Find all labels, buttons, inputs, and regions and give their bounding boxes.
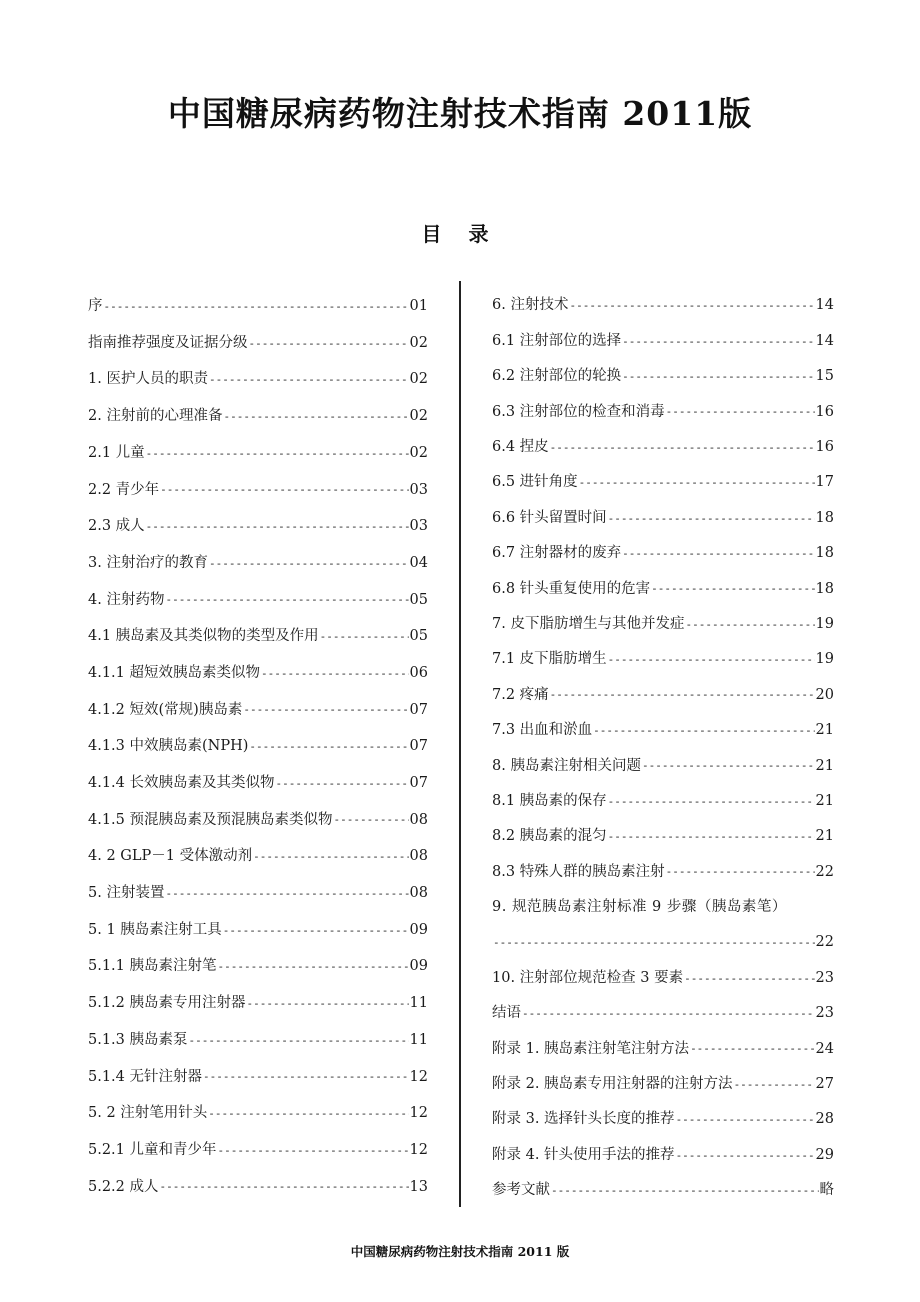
toc-entry[interactable]: [492, 536, 834, 571]
toc-dot-leader: [608, 654, 815, 665]
toc-entry-page: 略: [819, 1182, 834, 1199]
toc-entry-label: 5. 1 胰岛素注射工具: [88, 921, 222, 938]
toc-entry[interactable]: [88, 985, 428, 1022]
toc-entry[interactable]: [88, 325, 428, 362]
toc-entry-page: 01: [409, 298, 428, 315]
toc-entry-label: 5.1.1 胰岛素注射笔: [88, 958, 217, 975]
toc-entry-page: 21: [815, 792, 834, 809]
toc-dot-leader: [579, 477, 815, 488]
toc-entry-label: 6.5 进针角度: [492, 474, 578, 491]
toc-dot-leader: [223, 925, 409, 936]
toc-entry-label: 7. 皮下脂肪增生与其他并发症: [492, 615, 685, 632]
toc-entry-label: 6.2 注射部位的轮换: [492, 368, 622, 385]
toc-entry-label: 6.6 针头留置时间: [492, 509, 607, 526]
toc-dot-leader: [550, 442, 815, 453]
toc-dot-leader: [160, 1181, 409, 1192]
toc-entry-label: 5.2.2 成人: [88, 1178, 159, 1195]
toc-entry-label: 10. 注射部位规范检查 3 要素: [492, 969, 684, 986]
toc-entry-label: 指南推荐强度及证据分级: [88, 334, 248, 351]
toc-entry[interactable]: [88, 948, 428, 985]
toc-entry[interactable]: [88, 1022, 428, 1059]
toc-entry-page: 06: [409, 664, 428, 681]
toc-entry-label: 9. 规范胰岛素注射标准 9 步骤（胰岛素笔）: [492, 899, 787, 916]
toc-entry-page: 24: [815, 1040, 834, 1057]
toc-entry[interactable]: [492, 571, 834, 606]
toc-entry[interactable]: [492, 359, 834, 394]
column-divider: [459, 281, 461, 1207]
toc-entry-label: 4.1.3 中效胰岛素(NPH): [88, 738, 249, 755]
toc-entry[interactable]: [492, 1102, 834, 1137]
toc-entry-label: 附录 3. 选择针头长度的推荐: [492, 1111, 675, 1128]
toc-entry[interactable]: [492, 642, 834, 677]
toc-entry-label: 6.7 注射器材的废弃: [492, 545, 622, 562]
toc-entry[interactable]: [492, 960, 834, 995]
toc-entry-page: 23: [815, 969, 834, 986]
toc-entry[interactable]: [492, 677, 834, 712]
toc-entry-page: 04: [409, 554, 428, 571]
toc-entry[interactable]: [492, 890, 834, 925]
toc-entry-page: 20: [815, 686, 834, 703]
toc-entry-page: 29: [815, 1146, 834, 1163]
toc-entry[interactable]: [492, 819, 834, 854]
toc-entry-page: 11: [409, 995, 428, 1012]
toc-entry[interactable]: [88, 398, 428, 435]
toc-entry-label: 附录 2. 胰岛素专用注射器的注射方法: [492, 1076, 733, 1093]
toc-entry-page: 18: [815, 509, 834, 526]
toc-dot-leader: [593, 725, 814, 736]
toc-dot-leader: [247, 998, 409, 1009]
toc-dot-leader: [209, 558, 409, 569]
toc-entry-page: 07: [409, 775, 428, 792]
toc-entry[interactable]: [492, 607, 834, 642]
toc-entry[interactable]: [88, 508, 428, 545]
toc-dot-leader: [334, 814, 409, 825]
toc-entry-page: 14: [815, 297, 834, 314]
toc-entry-label: 8.3 特殊人群的胰岛素注射: [492, 863, 665, 880]
document-title: 中国糖尿病药物注射技术指南 2011版: [167, 94, 753, 133]
toc-entry[interactable]: [492, 713, 834, 748]
toc-entry[interactable]: [88, 582, 428, 619]
toc-dot-leader: [642, 760, 815, 771]
toc-dot-leader: [249, 741, 408, 752]
toc-entry[interactable]: [492, 394, 834, 429]
toc-dot-leader: [551, 1185, 819, 1196]
toc-entry[interactable]: [88, 618, 428, 655]
toc-heading: 目 录: [421, 222, 499, 246]
toc-entry[interactable]: [492, 996, 834, 1031]
toc-entry-page: 05: [409, 591, 428, 608]
toc-entry-page: 19: [815, 651, 834, 668]
toc-dot-leader: [189, 1035, 409, 1046]
toc-right-column: [492, 288, 834, 1208]
toc-dot-leader: [146, 448, 409, 459]
toc-entry[interactable]: [88, 1058, 428, 1095]
toc-entry-label: 4.1.2 短效(常规)胰岛素: [88, 701, 243, 718]
toc-entry-label: 2. 注射前的心理准备: [88, 408, 223, 425]
toc-entry-page: 08: [409, 885, 428, 902]
toc-entry-label: 7.2 疼痛: [492, 686, 549, 703]
toc-dot-leader: [208, 1108, 408, 1119]
toc-entry[interactable]: [492, 430, 834, 465]
toc-entry-label: 4.1.1 超短效胰岛素类似物: [88, 664, 261, 681]
toc-entry-label: 7.3 出血和淤血: [492, 722, 593, 739]
toc-entry[interactable]: [88, 545, 428, 582]
toc-dot-leader: [676, 1150, 815, 1161]
toc-dot-leader: [666, 866, 815, 877]
toc-entry-label: 4. 2 GLP－1 受体激动剂: [88, 848, 253, 865]
toc-entry[interactable]: [88, 912, 428, 949]
toc-dot-leader: [223, 411, 408, 422]
toc-entry-label: 4.1 胰岛素及其类似物的类型及作用: [88, 628, 319, 645]
toc-dot-leader: [104, 301, 409, 312]
toc-dot-leader: [320, 631, 409, 642]
toc-dot-leader: [569, 300, 814, 311]
toc-entry[interactable]: [492, 465, 834, 500]
toc-entry-page: 17: [815, 474, 834, 491]
toc-dot-leader: [685, 619, 814, 630]
toc-entry-label: 结语: [492, 1005, 521, 1022]
toc-entry-label: 4.1.4 长效胰岛素及其类似物: [88, 775, 275, 792]
toc-entry-label: 参考文献: [492, 1182, 550, 1199]
toc-entry-label: 7.1 皮下脂肪增生: [492, 651, 607, 668]
toc-entry-page: 02: [409, 444, 428, 461]
toc-dot-leader: [165, 888, 408, 899]
toc-entry-label: 序: [88, 298, 103, 315]
toc-entry-page: 18: [815, 545, 834, 562]
toc-entry-label: 8. 胰岛素注射相关问题: [492, 757, 641, 774]
toc-entry-page: 18: [815, 580, 834, 597]
toc-entry-page: 22: [815, 863, 834, 880]
toc-dot-leader: [651, 583, 814, 594]
toc-dot-leader: [622, 548, 814, 559]
page-footer: 中国糖尿病药物注射技术指南 2011 版: [350, 1244, 570, 1259]
toc-entry[interactable]: [492, 288, 834, 323]
toc-entry-page: 12: [409, 1141, 428, 1158]
toc-dot-leader: [218, 1145, 409, 1156]
toc-entry[interactable]: [492, 783, 834, 818]
toc-entry-label: 6.1 注射部位的选择: [492, 332, 622, 349]
toc-entry-label: 1. 医护人员的职责: [88, 371, 208, 388]
toc-entry-label: 5. 2 注射笔用针头: [88, 1105, 208, 1122]
toc-entry-page: 23: [815, 1005, 834, 1022]
toc-entry-label: 5.1.3 胰岛素泵: [88, 1031, 188, 1048]
toc-entry-page: 28: [815, 1111, 834, 1128]
toc-entry-page: 11: [409, 1031, 428, 1048]
toc-entry-page: 08: [409, 848, 428, 865]
toc-entry[interactable]: [88, 1132, 428, 1169]
toc-entry[interactable]: [88, 361, 428, 398]
toc-entry-page: 03: [409, 518, 428, 535]
toc-entry-label: 附录 1. 胰岛素注射笔注射方法: [492, 1040, 690, 1057]
toc-dot-leader: [522, 1008, 815, 1019]
toc-dot-leader: [608, 513, 815, 524]
toc-entry[interactable]: [88, 1169, 428, 1206]
toc-entry-label: 3. 注射治疗的教育: [88, 554, 208, 571]
toc-entry[interactable]: [88, 1095, 428, 1132]
toc-dot-leader: [676, 1114, 815, 1125]
toc-left-column: [88, 288, 428, 1205]
toc-dot-leader: [146, 521, 409, 532]
toc-dot-leader: [160, 484, 408, 495]
toc-entry-page: 16: [815, 403, 834, 420]
toc-entry[interactable]: [492, 1137, 834, 1172]
toc-entry-page: 16: [815, 439, 834, 455]
toc-dot-leader: [253, 851, 408, 862]
toc-entry-page: 14: [815, 332, 834, 349]
toc-dot-leader: [608, 831, 815, 842]
toc-dot-leader: [203, 1071, 409, 1082]
toc-entry-label: 5.1.2 胰岛素专用注射器: [88, 995, 246, 1012]
toc-entry[interactable]: [492, 925, 834, 960]
toc-dot-leader: [690, 1043, 814, 1054]
toc-entry[interactable]: [88, 655, 428, 692]
toc-entry-page: 08: [409, 811, 428, 828]
toc-dot-leader: [243, 704, 408, 715]
toc-dot-leader: [550, 689, 815, 700]
toc-entry-page: 02: [409, 371, 428, 388]
toc-dot-leader: [684, 973, 814, 984]
toc-dot-leader: [608, 796, 815, 807]
toc-dot-leader: [622, 336, 814, 347]
toc-entry-label: 4.1.5 预混胰岛素及预混胰岛素类似物: [88, 811, 333, 828]
toc-entry[interactable]: [88, 728, 428, 765]
toc-entry-page: 02: [409, 408, 428, 425]
toc-entry-page: 12: [409, 1105, 428, 1122]
toc-entry-label: 8.1 胰岛素的保存: [492, 792, 607, 809]
toc-entry[interactable]: [492, 1173, 834, 1208]
toc-entry[interactable]: [88, 692, 428, 729]
toc-dot-leader: [734, 1079, 815, 1090]
toc-entry-label: 5.2.1 儿童和青少年: [88, 1141, 217, 1158]
toc-entry-page: 03: [409, 481, 428, 498]
toc-entry[interactable]: [88, 435, 428, 472]
toc-entry-label: 2.1 儿童: [88, 444, 145, 461]
toc-dot-leader: [261, 668, 409, 679]
toc-dot-leader: [622, 371, 814, 382]
toc-entry[interactable]: [492, 1031, 834, 1066]
toc-entry[interactable]: [88, 875, 428, 912]
toc-entry-label: 5.1.4 无针注射器: [88, 1068, 203, 1085]
toc-entry-page: 21: [815, 828, 834, 845]
toc-dot-leader: [165, 594, 408, 605]
toc-entry-page: 12: [409, 1068, 428, 1085]
toc-dot-leader: [493, 937, 815, 948]
toc-entry[interactable]: [492, 854, 834, 889]
toc-entry-page: 22: [815, 934, 834, 951]
toc-entry-page: 07: [409, 701, 428, 718]
toc-entry[interactable]: [492, 500, 834, 535]
toc-entry[interactable]: [492, 323, 834, 358]
toc-entry-label: 6.8 针头重复使用的危害: [492, 580, 651, 597]
toc-entry-label: 6.4 捏皮: [492, 439, 549, 455]
toc-entry-page: 13: [409, 1178, 428, 1195]
toc-entry-label: 5. 注射装置: [88, 885, 165, 902]
toc-entry[interactable]: [492, 1067, 834, 1102]
toc-entry[interactable]: [88, 471, 428, 508]
toc-entry[interactable]: [492, 748, 834, 783]
toc-entry-page: 21: [815, 722, 834, 739]
toc-entry-label: 2.3 成人: [88, 518, 145, 535]
toc-entry[interactable]: [88, 765, 428, 802]
toc-dot-leader: [209, 374, 409, 385]
toc-entry-page: 19: [815, 615, 834, 632]
toc-entry-page: 27: [815, 1076, 834, 1093]
toc-entry-page: 07: [409, 738, 428, 755]
toc-dot-leader: [218, 961, 409, 972]
toc-entry-page: 09: [409, 921, 428, 938]
toc-entry-page: 15: [815, 368, 834, 385]
toc-entry-label: 4. 注射药物: [88, 591, 165, 608]
toc-entry-page: 21: [815, 757, 834, 774]
toc-entry-label: 6.3 注射部位的检查和消毒: [492, 403, 665, 420]
toc-dot-leader: [249, 338, 409, 349]
toc-entry-label: 2.2 青少年: [88, 481, 160, 498]
toc-entry-page: 02: [409, 334, 428, 351]
toc-entry[interactable]: [88, 802, 428, 839]
toc-dot-leader: [666, 406, 815, 417]
toc-entry[interactable]: [88, 838, 428, 875]
toc-entry-page: 05: [409, 628, 428, 645]
toc-dot-leader: [276, 778, 409, 789]
toc-entry-page: 09: [409, 958, 428, 975]
toc-entry-label: 6. 注射技术: [492, 297, 569, 314]
toc-entry-label: 附录 4. 针头使用手法的推荐: [492, 1146, 675, 1163]
toc-entry-label: 8.2 胰岛素的混匀: [492, 828, 607, 845]
toc-entry[interactable]: [88, 288, 428, 325]
